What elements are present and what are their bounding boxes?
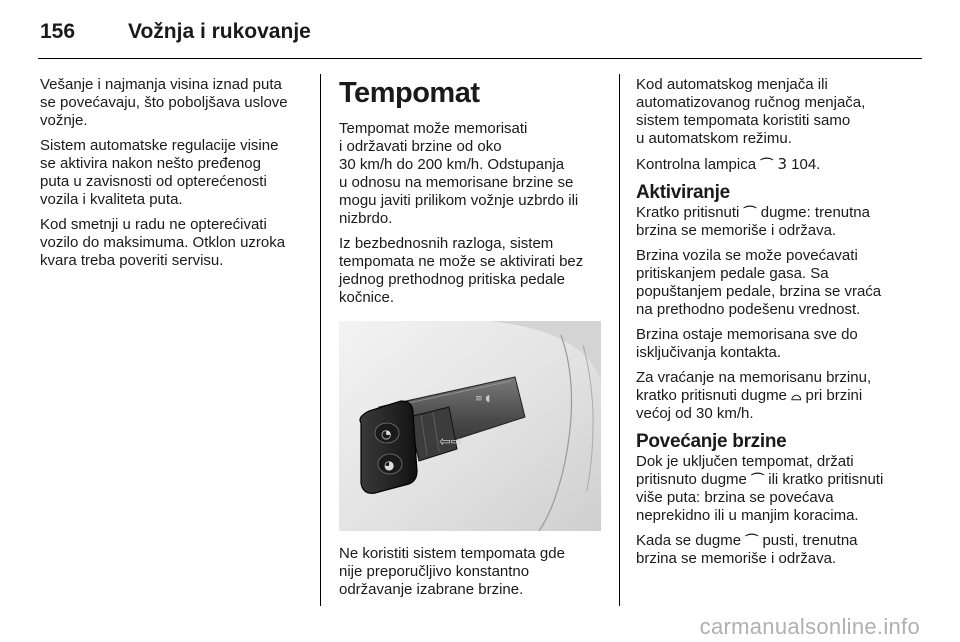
paragraph: Brzina ostaje memorisana sve do isključivanja kontakta.	[636, 326, 858, 361]
paragraph: Sistem automatske regulacije visine se aktivira nakon nešto pređenog puta u zavisnosti od opterećenosti vozila i kvaliteta puta.	[40, 137, 279, 208]
paragraph: Kratko pritisnuti ⌒ dugme: trenutna brzina se memoriše i održava.	[636, 204, 870, 239]
column-1	[40, 76, 310, 277]
paragraph: Dok je uključen tempomat, držati pritisnuto dugme ⌒ ili kratko pritisnuti više puta: brzina se povećava neprekidno ili u manjim koracima.	[636, 453, 884, 524]
svg-text:◕: ◕	[384, 458, 395, 472]
column-divider-2	[619, 74, 620, 606]
paragraph: Brzina vozila se može povećavati pritiskanjem pedale gasa. Sa popuštanjem pedale, brzina se vraća na prethodno podešenu vrednost.	[636, 247, 882, 318]
svg-text:⇦⇨: ⇦⇨	[439, 434, 463, 450]
svg-text:◔: ◔	[381, 427, 392, 441]
paragraph: Za vraćanje na memorisanu brzinu, kratko pritisnuti dugme ⌓ pri brzini većoj od 30 km/h.	[636, 369, 872, 422]
stalk-svg	[339, 321, 601, 531]
paragraph: Vešanje i najmanja visina iznad puta se povećavaju, što poboljšava uslove vožnje.	[40, 76, 288, 129]
chapter-title: Vožnja i rukovanje	[128, 20, 311, 43]
subsection-title: Aktiviranje	[636, 182, 730, 203]
cruise-control-set-icon: ⌒	[745, 533, 759, 548]
column-2	[339, 76, 605, 606]
section-title: Tempomat	[339, 77, 480, 109]
cruise-control-set-icon: ⌒	[760, 157, 774, 172]
paragraph: Kada se dugme ⌒ pusti, trenutna brzina se memoriše i održava.	[636, 532, 858, 567]
cruise-control-stalk-illustration	[339, 321, 601, 531]
header-rule	[38, 58, 922, 59]
cruise-control-set-icon: ⌒	[751, 472, 765, 487]
paragraph: Tempomat može memorisati i održavati brzine od oko 30 km/h do 200 km/h. Odstupanja u odnosu na memorisane brzine se mogu javiti prilikom vožnje uzbrdo ili nizbrdo.	[339, 120, 579, 227]
page-header	[40, 10, 920, 54]
svg-text:≡ ◖: ≡ ◖	[475, 394, 491, 404]
cruise-control-resume-icon: ⌓	[791, 388, 802, 403]
paragraph: Ne koristiti sistem tempomata gde nije preporučljivo konstantno održavanje izabrane brzine.	[339, 545, 565, 598]
column-3	[636, 76, 922, 575]
page-number: 156	[40, 20, 76, 43]
paragraph: Kod automatskog menjača ili automatizovanog ručnog menjača, sistem tempomata koristiti samo u automatskom režimu.	[636, 76, 866, 147]
column-divider-1	[320, 74, 321, 606]
page-ref-arrow-icon: 3	[777, 155, 787, 173]
subsection-title: Povećanje brzine	[636, 431, 787, 452]
page-ref: 104.	[791, 156, 821, 173]
lamp-reference: Kontrolna lampica ⌒ 3 104.	[636, 155, 821, 173]
cruise-control-set-icon: ⌒	[743, 205, 757, 220]
paragraph: Iz bezbednosnih razloga, sistem tempomata ne može se aktivirati bez jednog prethodnog pritiska pedale kočnice.	[339, 235, 584, 306]
watermark: carmanualsonline.info	[699, 614, 920, 639]
paragraph: Kod smetnji u radu ne opterećivati vozilo do maksimuma. Otklon uzroka kvara treba poveriti servisu.	[40, 216, 286, 269]
